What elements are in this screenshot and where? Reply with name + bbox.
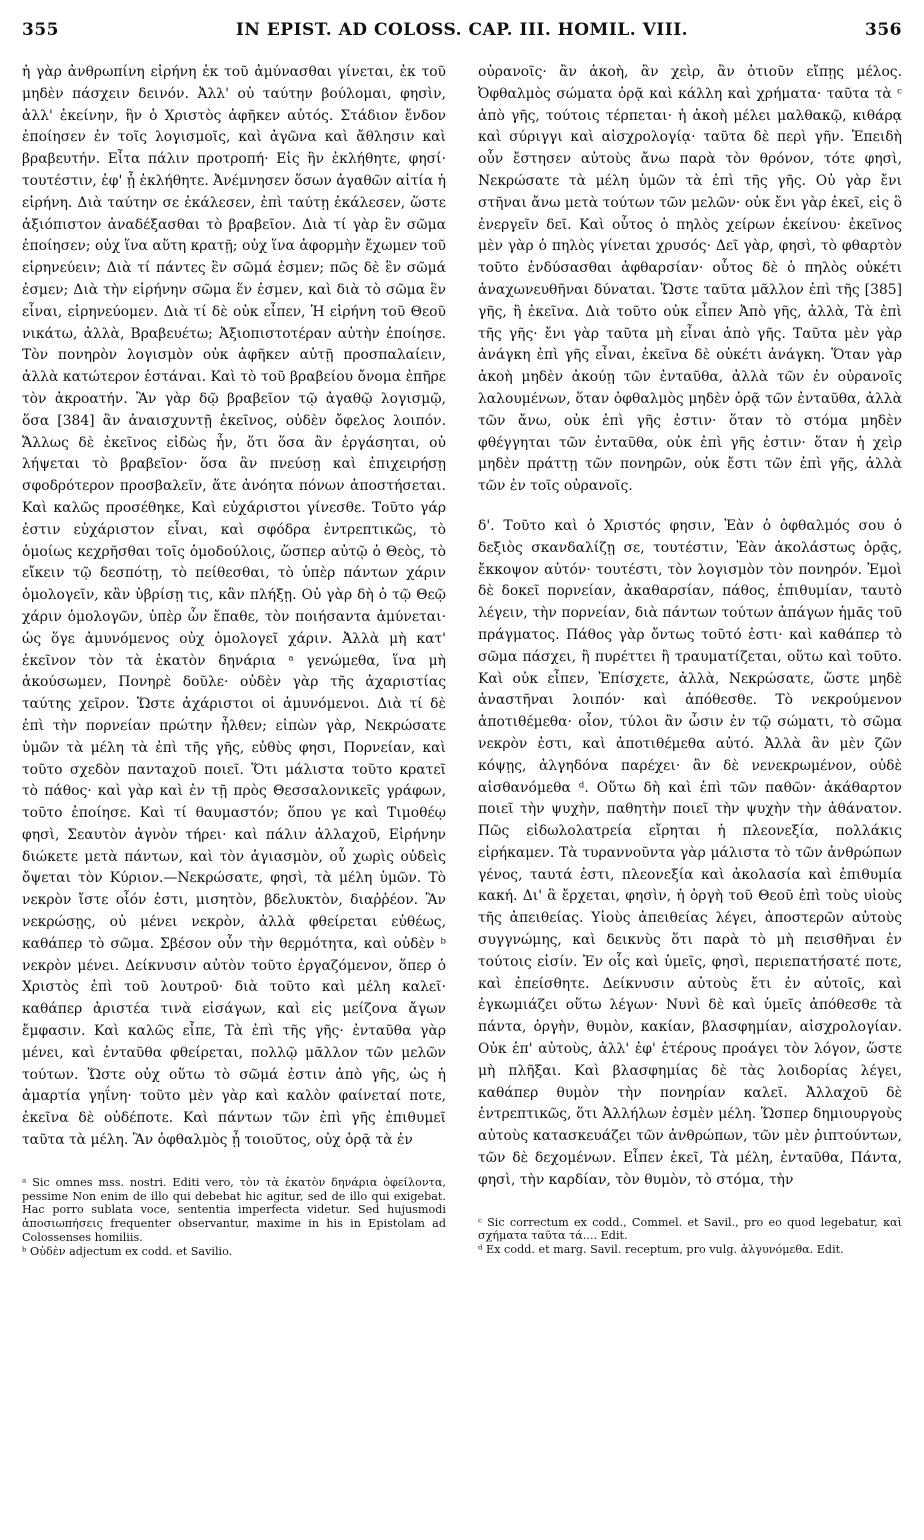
right-paragraph-2: δ'. Τοῦτο καὶ ὁ Χριστός φησιν, Ἐὰν ὁ ὀφθαλμός σου ὁ δεξιὸς σκανδαλίζῃ σε, τουτέστιν, Ἐὰν ἀκολάστως ὁρᾷς, ἔκκοψον αὐτόν· τουτέστι, τὸν λογισμὸν τὸν πονηρόν. Ἐμοὶ δὲ δοκεῖ πορνείαν, ἀκαθαρσίαν, πάθος, ἐπιθυμίαν, ταυτὸ λέγειν, τὴν πορνείαν, διὰ πάντων τούτων ἀπάγων ἡμᾶς τοῦ πράγματος. Πάθος γὰρ ὄντως τοῦτό ἐστι· καὶ καθάπερ τὸ σῶμα πάσχει, ἢ πυρέττει ἢ τραυματίζεται, οὕτω καὶ τοῦτο. Καὶ οὐκ εἶπεν, Ἐπίσχετε, ἀλλὰ, Νεκρώσατε, ὥστε μηδὲ ἀναστῆναι λοιπόν· καὶ ἀπόθεσθε. Τὸ νεκρούμενον ἀποτιθέμεθα· οἷον, τύλοι ἂν ὦσιν ἐν τῷ σώματι, τὸ σῶμα νεκρὸν ἐστι, καὶ ἀποτιθέμεθα αὐτό. Ἀλλὰ ἂν μὲν ζῶν κόψῃς, ἀλγηδόνα παρέχει· ἂν δὲ νενεκρωμένον, οὐδὲ αἰσθανόμεθα ᵈ. Οὕτω δὴ καὶ ἐπὶ τῶν παθῶν· ἀκάθαρτον ποιεῖ τὴν ψυχὴν, παθητὴν ποιεῖ τὴν ψυχὴν τὴν ἀθάνατον. Πῶς εἰδωλολατρεία εἴρηται ἡ πλεονεξία, πολλάκις εἰρήκαμεν. Τὰ τυραννοῦντα γὰρ μάλιστα τὸ τῶν ἀνθρώπων γένος, ταυτά ἐστι, πλεονεξία καὶ ἀκολασία καὶ ἐπιθυμία κακή. Δι' ἃ ἔρχεται, φησὶν, ἡ ὀργὴ τοῦ Θεοῦ ἐπὶ τοὺς υἱοὺς τῆς ἀπειθείας. Υἱοὺς ἀπειθείας λέγει, ἀποστερῶν αὐτοὺς συγγνώμης, καὶ δεικνὺς ὅτι παρὰ τὸ μὴ πεισθῆναι ἐν τούτοις εἰσίν. Ἐν οἷς καὶ ὑμεῖς, φησὶ, περιεπατήσατέ ποτε, καὶ ἐπείσθητε. Δείκνυσιν αὐτοὺς ἔτι ἐν αὐτοῖς, καὶ ἐγκωμιάζει οὕτω λέγων· Νυνὶ δὲ καὶ ὑμεῖς ἀπόθεσθε τὰ πάντα, ὀργὴν, θυμὸν, κακίαν, βλασφημίαν, αἰσχρολογίαν. Οὐκ ἐπ' αὐτοὺς, ἀλλ' ἐφ' ἑτέρους προάγει τὸν λόγον, ὥστε μὴ πλῆξαι. Καὶ βλασφημίας δὲ τὰς λοιδορίας λέγει, καθάπερ θυμὸν τὴν πονηρίαν καλεῖ. Ἀλλαχοῦ δὲ ἐντρεπτικῶς, ὅτι Ἀλλήλων ἐσμὲν μέλη. Ὥσπερ δημιουργοὺς αὐτοὺς κατασκευάζει τῶν ἀνθρώπων, τῶν μὲν ῥιπτούντων, τῶν δὲ δεχομένων. Εἶπεν ἐκεῖ, Τὰ μέλη, ἐνταῦθα, Πάντα, φησὶ, τὴν καρδίαν, τὸν θυμὸν, τὸ στόμα, τὴν — [478, 517, 902, 1188]
footnote-b: ᵇ Οὐδὲν adjectum ex codd. et Savilio. — [22, 1244, 233, 1258]
left-paragraph: ἡ γὰρ ἀνθρωπίνη εἰρήνη ἐκ τοῦ ἀμύνασθαι γίνεται, ἐκ τοῦ μηδὲν πάσχειν δεινόν. Ἀλλ' οὐ ταύτην βούλομαι, φησὶν, ἀλλ' ἐκείνην, ἣν ὁ Χριστὸς ἀφῆκεν αὐτός. Στάδιον ἔνδον ἐποίησεν ἐν τοῖς λογισμοῖς, καὶ ἀγῶνα καὶ ἄθλησιν καὶ βραβευτήν. Εἶτα πάλιν προτροπή· Εἰς ἣν ἐκλήθητε, φησί· τουτέστιν, ἐφ' ᾗ ἐκλήθητε. Ἀνέμνησεν ὅσων ἀγαθῶν αἰτία ἡ εἰρήνη. Διὰ ταύτην σε ἐκάλεσεν, ἐπὶ ταύτῃ ἐκάλεσεν, ὥστε ἀξιόπιστον ἀναδέξασθαι τὸ βραβεῖον. Διὰ τί γὰρ ἓν σῶμα ἐποίησεν; οὐχ ἵνα αὕτη κρατῇ; οὐχ ἵνα ἀφορμὴν ἔχωμεν τοῦ εἰρηνεύειν; Διὰ τί πάντες ἓν σῶμά ἐσμεν; πῶς δὲ ἓν σῶμά ἐσμεν; Διὰ τὴν εἰρήνην σῶμα ἕν ἐσμεν, καὶ διὰ τὸ σῶμα ἓν εἶναι, εἰρηνεύομεν. Διὰ τί δὲ οὐκ εἶπεν, Ἡ εἰρήνη τοῦ Θεοῦ νικάτω, ἀλλὰ, Βραβευέτω; Ἀξιοπιστοτέραν αὐτὴν ἐποίησε. Τὸν πονηρὸν λογισμὸν οὐκ ἀφῆκεν αὐτῇ προσπαλαίειν, ἀλλὰ κατώτερον ἑστάναι. Καὶ τὸ τοῦ βραβείου ὄνομα ἐπῆρε τὸν ἀκροατήν. Ἂν γὰρ δῷ βραβεῖον τῷ ἀγαθῷ λογισμῷ, ὅσα [384] ἂν ἀναισχυντῇ ἐκεῖνος, οὐδὲν ὄφελος λοιπόν. Ἄλλως δὲ ἐκεῖνος εἰδὼς ἦν, ὅτι ὅσα ἂν ἐργάσηται, οὐ λήψεται τὸ βραβεῖον· ὅσα ἂν πνεύσῃ καὶ ἐπιχειρήσῃ σφοδρότερον προσβαλεῖν, ἅτε ἀνόητα πόνων ἀποστήσεται. Καὶ καλῶς προσέθηκε, Καὶ εὐχάριστοι γίνεσθε. Τοῦτο γάρ ἐστιν εὐχάριστον εἶναι, καὶ σφόδρα ἐντρεπτικῶς, τὸ ὁμοίως κεχρῆσθαι τοῖς ὁμοδούλοις, ὥσπερ αὐτῷ ὁ Θεὸς, τὸ εἴκειν τῷ δεσπότῃ, τὸ πείθεσθαι, τὸ ὑπὲρ πάντων χάριν ὁμολογεῖν, κἂν ὑβρίσῃ τις, κἂν πλήξῃ. Οὐ γὰρ δὴ ὁ τῷ Θεῷ χάριν ὁμολογῶν, ὑπὲρ ὧν ἔπαθε, τὸν ποιήσαντα ἀμύνεται· ὡς ὅγε ἀμυνόμενος οὐχ ὁμολογεῖ χάριν. Ἀλλὰ μὴ κατ' ἐκεῖνον τὸν τὰ ἑκατὸν δηνάρια ᵃ γενώμεθα, ἵνα μὴ ἀκούσωμεν, Πονηρὲ δοῦλε· οὐδὲν γὰρ τῆς ἀχαριστίας ταύτης χεῖρον. Ὥστε ἀχάριστοι οἱ ἀμυνόμενοι. Διὰ τί δὲ ἐπὶ τὴν πορνείαν πρώτην ἦλθεν; εἰπὼν γὰρ, Νεκρώσατε ὑμῶν τὰ μέλη τὰ ἐπὶ τῆς γῆς, εὐθὺς φησι, Πορνείαν, καὶ τοῦτο σχεδὸν πανταχοῦ ποιεῖ. Ὅτι μάλιστα τοῦτο κρατεῖ τὸ πάθος· καὶ γὰρ καὶ ἐν τῇ πρὸς Θεσσαλονικεῖς γράφων, τοῦτο ἐποίησε. Καὶ τί θαυμαστόν; ὅπου γε καὶ Τιμοθέῳ φησὶ, Σεαυτὸν ἁγνὸν τήρει· καὶ πάλιν ἀλλαχοῦ, Εἰρήνην διώκετε μετὰ πάντων, καὶ τὸν ἁγιασμὸν, οὗ χωρὶς οὐδεὶς ὄψεται τὸν Κύριον.—Νεκρώσατε, φησὶ, τὰ μέλη ὑμῶν. Τὸ νεκρὸν ἴστε οἷόν ἐστι, μισητὸν, βδελυκτὸν, διαῤῥέον. Ἂν νεκρώσῃς, οὐ μένει νεκρὸν, ἀλλὰ φθείρεται εὐθέως, καθάπερ τὸ σῶμα. Σβέσον οὖν τὴν θερμότητα, καὶ οὐδὲν ᵇ νεκρὸν μένει. Δείκνυσιν αὐτὸν τοῦτο ἐργαζόμενον, ὅπερ ὁ Χριστὸς ἐπὶ τοῦ λουτροῦ· διὰ τοῦτο καὶ μέλη καλεῖ· καθάπερ ἀριστέα τινὰ εἰσάγων, καὶ εἰς μείζονα ἄγων ἔμφασιν. Καὶ καλῶς εἶπε, Τὰ ἐπὶ τῆς γῆς· ἐνταῦθα γὰρ μένει, καὶ ἐνταῦθα φθείρεται, πολλῷ μᾶλλον τῶν μελῶν τούτων. Ὥστε οὐχ οὕτω τὸ σῶμά ἐστιν ἀπὸ γῆς, ὡς ἡ ἁμαρτία γηΐνη· τοῦτο μὲν γὰρ καὶ καλὸν φαίνεταί ποτε, ἐκεῖνα δὲ οὐδέποτε. Καὶ πάντων τῶν ἐπὶ γῆς ἐπιθυμεῖ ταῦτα τὰ μέλη. Ἂν ὀφθαλμὸς ᾖ τοιοῦτος, οὐχ ὁρᾷ τὰ ἐν — [22, 64, 446, 1149]
footnote-d: ᵈ Ex codd. et marg. Savil. receptum, pro vulg. ἀλγυνόμεθα. Edit. — [478, 1243, 844, 1257]
page-number-right: 356 — [865, 20, 902, 40]
right-column — [478, 62, 902, 1257]
running-title: IN EPIST. AD COLOSS. CAP. III. HOMIL. VIII. — [235, 20, 689, 40]
footnote-a: ᵃ Sic omnes mss. nostri. Editi vero, τὸν τὰ ἑκατὸν δηνάρια ὀφείλοντα, pessime Non enim de illo qui debebat hic agitur, sed de illo qui exigebat. Hac porro sublata voce, sententia imperfecta videtur. Sed hujusmodi ἀποσιωπήσεις frequenter observantur, maxime in his in Epistolam ad Colossenses homiliis. — [22, 1175, 446, 1245]
right-paragraph-1: οὐρανοῖς· ἂν ἀκοὴ, ἂν χεὶρ, ἂν ὁτιοῦν εἴπῃς μέλος. Ὀφθαλμὸς σώματα ὁρᾷ καὶ κάλλη καὶ χρήματα· ταῦτα τὰ ᶜ ἀπὸ γῆς, τούτοις τέρπεται· ἡ ἀκοὴ μέλει μαλθακῷ, κιθάρᾳ καὶ σύριγγι καὶ αἰσχρολογίᾳ· ταῦτα δὲ περὶ γῆν. Ἐπειδὴ οὖν ἔστησεν αὐτοὺς ἄνω παρὰ τὸν θρόνον, τότε φησὶ, Νεκρώσατε τὰ μέλη ὑμῶν τὰ ἐπὶ τῆς γῆς. Οὐ γὰρ ἔνι στῆναι ἄνω μετὰ τούτων τῶν μελῶν· οὐκ ἔνι γὰρ ἐκεῖ, εἰς ὃ ἐνεργεῖν δεῖ. Καὶ οὗτος ὁ πηλὸς χείρων ἐκείνου· ἐκεῖνος μὲν γὰρ ὁ πηλὸς γίνεται χρυσός· Δεῖ γὰρ, φησὶ, τὸ φθαρτὸν τοῦτο ἐνδύσασθαι ἀφθαρσίαν· οὗτος δὲ ὁ πηλὸς οὐκέτι ἀναχωνευθῆναι δύναται. Ὥστε ταῦτα μᾶλλον ἐπὶ τῆς [385] γῆς, ἢ ἐκεῖνα. Διὰ τοῦτο οὐκ εἶπεν Ἀπὸ γῆς, ἀλλὰ, Τὰ ἐπὶ τῆς γῆς· ἔνι γὰρ ταῦτα μὴ εἶναι ἀπὸ γῆς. Ταῦτα μὲν γὰρ ἀνάγκη ἐπὶ γῆς εἶναι, ἐκεῖνα δὲ οὐκέτι ἀνάγκη. Ὅταν γὰρ ἀκοὴ μηδὲν ἀκούῃ τῶν ἐνταῦθα, ἀλλὰ τῶν ἐν οὐρανοῖς λαλουμένων, ὅταν ὀφθαλμὸς μηδὲν ὁρᾷ τῶν ἐνταῦθα, ἀλλὰ τῶν ἄνω, οὐκ ἐπὶ γῆς ἐστιν· ὅταν τὸ στόμα μηδὲν φθέγγηται τῶν ἐνταῦθα, οὐκ ἐπὶ γῆς ἐστιν· ὅταν ἡ χεὶρ μηδὲν πράττῃ τῶν πονηρῶν, οὐκ ἔστι τῶν ἐπὶ γῆς, ἀλλὰ τῶν ἐν τοῖς οὐρανοῖς. — [478, 64, 902, 495]
page-header — [22, 8, 902, 44]
footnote-c: ᶜ Sic correctum ex codd., Commel. et Savil., pro eo quod legebatur, καὶ σχήματα ταῦτα τά.... Edit. — [478, 1215, 902, 1243]
page-number-left: 355 — [22, 20, 59, 40]
left-column — [22, 62, 446, 1259]
